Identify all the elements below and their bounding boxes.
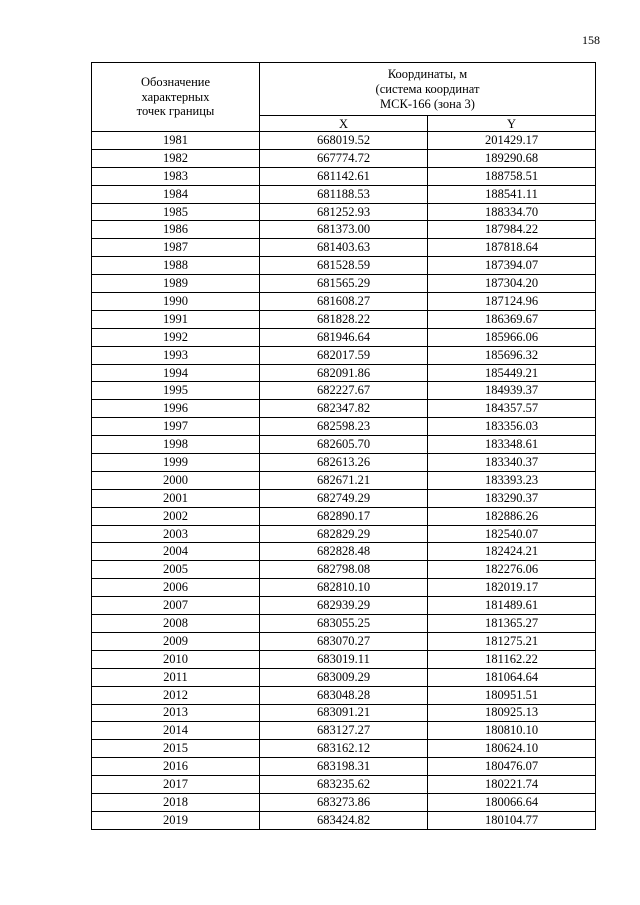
table-row bbox=[92, 239, 596, 257]
cell-x-coordinate: 681528.59 bbox=[260, 257, 428, 275]
cell-y-coordinate: 180476.07 bbox=[428, 758, 596, 776]
cell-y-coordinate: 180221.74 bbox=[428, 776, 596, 794]
cell-y-coordinate: 180951.51 bbox=[428, 686, 596, 704]
cell-y-coordinate: 183340.37 bbox=[428, 454, 596, 472]
cell-point-id: 2015 bbox=[92, 740, 260, 758]
cell-x-coordinate: 682829.29 bbox=[260, 525, 428, 543]
cell-x-coordinate: 683019.11 bbox=[260, 650, 428, 668]
table-row bbox=[92, 776, 596, 794]
table-row bbox=[92, 221, 596, 239]
cell-point-id: 2012 bbox=[92, 686, 260, 704]
cell-point-id: 1992 bbox=[92, 328, 260, 346]
table-row bbox=[92, 149, 596, 167]
table-row bbox=[92, 543, 596, 561]
cell-point-id: 2010 bbox=[92, 650, 260, 668]
cell-point-id: 1985 bbox=[92, 203, 260, 221]
table-row bbox=[92, 167, 596, 185]
table-row bbox=[92, 686, 596, 704]
cell-point-id: 1984 bbox=[92, 185, 260, 203]
cell-y-coordinate: 182424.21 bbox=[428, 543, 596, 561]
cell-y-coordinate: 187124.96 bbox=[428, 293, 596, 311]
table-row bbox=[92, 615, 596, 633]
cell-x-coordinate: 681608.27 bbox=[260, 293, 428, 311]
cell-y-coordinate: 183290.37 bbox=[428, 489, 596, 507]
cell-x-coordinate: 681565.29 bbox=[260, 275, 428, 293]
table-row bbox=[92, 579, 596, 597]
cell-x-coordinate: 682671.21 bbox=[260, 471, 428, 489]
cell-y-coordinate: 183348.61 bbox=[428, 436, 596, 454]
cell-y-coordinate: 180810.10 bbox=[428, 722, 596, 740]
cell-y-coordinate: 180925.13 bbox=[428, 704, 596, 722]
cell-x-coordinate: 682890.17 bbox=[260, 507, 428, 525]
cell-x-coordinate: 683235.62 bbox=[260, 776, 428, 794]
cell-y-coordinate: 187818.64 bbox=[428, 239, 596, 257]
cell-x-coordinate: 682613.26 bbox=[260, 454, 428, 472]
table-body bbox=[92, 132, 596, 830]
cell-x-coordinate: 668019.52 bbox=[260, 132, 428, 150]
cell-y-coordinate: 183356.03 bbox=[428, 418, 596, 436]
cell-x-coordinate: 683055.25 bbox=[260, 615, 428, 633]
cell-x-coordinate: 682939.29 bbox=[260, 597, 428, 615]
table-row bbox=[92, 650, 596, 668]
cell-y-coordinate: 180104.77 bbox=[428, 811, 596, 829]
table-row bbox=[92, 525, 596, 543]
cell-point-id: 2011 bbox=[92, 668, 260, 686]
cell-point-id: 2018 bbox=[92, 793, 260, 811]
cell-x-coordinate: 683162.12 bbox=[260, 740, 428, 758]
cell-x-coordinate: 683091.21 bbox=[260, 704, 428, 722]
table-row bbox=[92, 400, 596, 418]
cell-point-id: 2007 bbox=[92, 597, 260, 615]
cell-x-coordinate: 681142.61 bbox=[260, 167, 428, 185]
cell-y-coordinate: 181275.21 bbox=[428, 632, 596, 650]
cell-y-coordinate: 201429.17 bbox=[428, 132, 596, 150]
table-row bbox=[92, 597, 596, 615]
cell-point-id: 2008 bbox=[92, 615, 260, 633]
table-row bbox=[92, 257, 596, 275]
table-row bbox=[92, 471, 596, 489]
cell-x-coordinate: 683273.86 bbox=[260, 793, 428, 811]
cell-x-coordinate: 681946.64 bbox=[260, 328, 428, 346]
cell-y-coordinate: 188541.11 bbox=[428, 185, 596, 203]
cell-x-coordinate: 681828.22 bbox=[260, 310, 428, 328]
coordinates-table bbox=[91, 62, 596, 830]
table-row bbox=[92, 507, 596, 525]
cell-point-id: 1998 bbox=[92, 436, 260, 454]
cell-y-coordinate: 185449.21 bbox=[428, 364, 596, 382]
table-row bbox=[92, 632, 596, 650]
cell-y-coordinate: 184939.37 bbox=[428, 382, 596, 400]
header-coordinates-label: Координаты, м (система координат МСК-166 (зона 3) bbox=[260, 63, 596, 116]
table-row bbox=[92, 454, 596, 472]
table-row bbox=[92, 364, 596, 382]
table-row bbox=[92, 328, 596, 346]
table-row bbox=[92, 382, 596, 400]
cell-point-id: 2004 bbox=[92, 543, 260, 561]
cell-point-id: 1987 bbox=[92, 239, 260, 257]
page-number: 158 bbox=[582, 33, 600, 47]
cell-x-coordinate: 682091.86 bbox=[260, 364, 428, 382]
cell-point-id: 1988 bbox=[92, 257, 260, 275]
cell-point-id: 2006 bbox=[92, 579, 260, 597]
cell-y-coordinate: 180624.10 bbox=[428, 740, 596, 758]
cell-point-id: 1997 bbox=[92, 418, 260, 436]
cell-x-coordinate: 683198.31 bbox=[260, 758, 428, 776]
cell-point-id: 2019 bbox=[92, 811, 260, 829]
cell-y-coordinate: 188334.70 bbox=[428, 203, 596, 221]
header-point-label: Обозначение характерных точек границы bbox=[92, 63, 260, 132]
cell-x-coordinate: 682798.08 bbox=[260, 561, 428, 579]
cell-x-coordinate: 683127.27 bbox=[260, 722, 428, 740]
cell-point-id: 2000 bbox=[92, 471, 260, 489]
cell-point-id: 1990 bbox=[92, 293, 260, 311]
cell-point-id: 1989 bbox=[92, 275, 260, 293]
cell-point-id: 1982 bbox=[92, 149, 260, 167]
cell-y-coordinate: 187394.07 bbox=[428, 257, 596, 275]
cell-y-coordinate: 182886.26 bbox=[428, 507, 596, 525]
table-row bbox=[92, 418, 596, 436]
table-row bbox=[92, 185, 596, 203]
cell-point-id: 1996 bbox=[92, 400, 260, 418]
table-row bbox=[92, 293, 596, 311]
cell-x-coordinate: 683424.82 bbox=[260, 811, 428, 829]
cell-point-id: 2013 bbox=[92, 704, 260, 722]
table-row bbox=[92, 203, 596, 221]
header-x-label: X bbox=[260, 116, 428, 132]
cell-x-coordinate: 682347.82 bbox=[260, 400, 428, 418]
cell-y-coordinate: 184357.57 bbox=[428, 400, 596, 418]
cell-y-coordinate: 185696.32 bbox=[428, 346, 596, 364]
cell-y-coordinate: 181365.27 bbox=[428, 615, 596, 633]
table-row bbox=[92, 489, 596, 507]
cell-x-coordinate: 681188.53 bbox=[260, 185, 428, 203]
table-row bbox=[92, 811, 596, 829]
cell-x-coordinate: 681403.63 bbox=[260, 239, 428, 257]
cell-y-coordinate: 181162.22 bbox=[428, 650, 596, 668]
cell-x-coordinate: 682605.70 bbox=[260, 436, 428, 454]
table-row bbox=[92, 704, 596, 722]
table-row bbox=[92, 132, 596, 150]
cell-y-coordinate: 188758.51 bbox=[428, 167, 596, 185]
cell-point-id: 2003 bbox=[92, 525, 260, 543]
cell-y-coordinate: 186369.67 bbox=[428, 310, 596, 328]
table-row bbox=[92, 793, 596, 811]
table-row bbox=[92, 722, 596, 740]
cell-x-coordinate: 682017.59 bbox=[260, 346, 428, 364]
table-header-row bbox=[92, 63, 596, 116]
cell-x-coordinate: 681252.93 bbox=[260, 203, 428, 221]
cell-x-coordinate: 683009.29 bbox=[260, 668, 428, 686]
cell-point-id: 1994 bbox=[92, 364, 260, 382]
cell-point-id: 2009 bbox=[92, 632, 260, 650]
cell-y-coordinate: 182540.07 bbox=[428, 525, 596, 543]
header-y-label: Y bbox=[428, 116, 596, 132]
table-row bbox=[92, 668, 596, 686]
cell-y-coordinate: 180066.64 bbox=[428, 793, 596, 811]
cell-point-id: 2001 bbox=[92, 489, 260, 507]
cell-point-id: 1983 bbox=[92, 167, 260, 185]
cell-y-coordinate: 181064.64 bbox=[428, 668, 596, 686]
cell-y-coordinate: 189290.68 bbox=[428, 149, 596, 167]
cell-point-id: 1986 bbox=[92, 221, 260, 239]
cell-y-coordinate: 187304.20 bbox=[428, 275, 596, 293]
cell-point-id: 2002 bbox=[92, 507, 260, 525]
cell-point-id: 1995 bbox=[92, 382, 260, 400]
cell-x-coordinate: 683048.28 bbox=[260, 686, 428, 704]
cell-point-id: 1993 bbox=[92, 346, 260, 364]
cell-x-coordinate: 682598.23 bbox=[260, 418, 428, 436]
cell-x-coordinate: 681373.00 bbox=[260, 221, 428, 239]
cell-x-coordinate: 667774.72 bbox=[260, 149, 428, 167]
table-row bbox=[92, 275, 596, 293]
cell-point-id: 1991 bbox=[92, 310, 260, 328]
cell-x-coordinate: 682227.67 bbox=[260, 382, 428, 400]
cell-y-coordinate: 182276.06 bbox=[428, 561, 596, 579]
cell-y-coordinate: 185966.06 bbox=[428, 328, 596, 346]
cell-x-coordinate: 682828.48 bbox=[260, 543, 428, 561]
cell-x-coordinate: 683070.27 bbox=[260, 632, 428, 650]
table-row bbox=[92, 436, 596, 454]
cell-y-coordinate: 182019.17 bbox=[428, 579, 596, 597]
table-row bbox=[92, 561, 596, 579]
cell-point-id: 1981 bbox=[92, 132, 260, 150]
cell-y-coordinate: 183393.23 bbox=[428, 471, 596, 489]
table-row bbox=[92, 346, 596, 364]
cell-point-id: 1999 bbox=[92, 454, 260, 472]
cell-point-id: 2016 bbox=[92, 758, 260, 776]
cell-point-id: 2005 bbox=[92, 561, 260, 579]
table-row bbox=[92, 310, 596, 328]
cell-x-coordinate: 682810.10 bbox=[260, 579, 428, 597]
table-row bbox=[92, 758, 596, 776]
table-row bbox=[92, 740, 596, 758]
cell-y-coordinate: 181489.61 bbox=[428, 597, 596, 615]
cell-point-id: 2017 bbox=[92, 776, 260, 794]
cell-point-id: 2014 bbox=[92, 722, 260, 740]
cell-x-coordinate: 682749.29 bbox=[260, 489, 428, 507]
cell-y-coordinate: 187984.22 bbox=[428, 221, 596, 239]
